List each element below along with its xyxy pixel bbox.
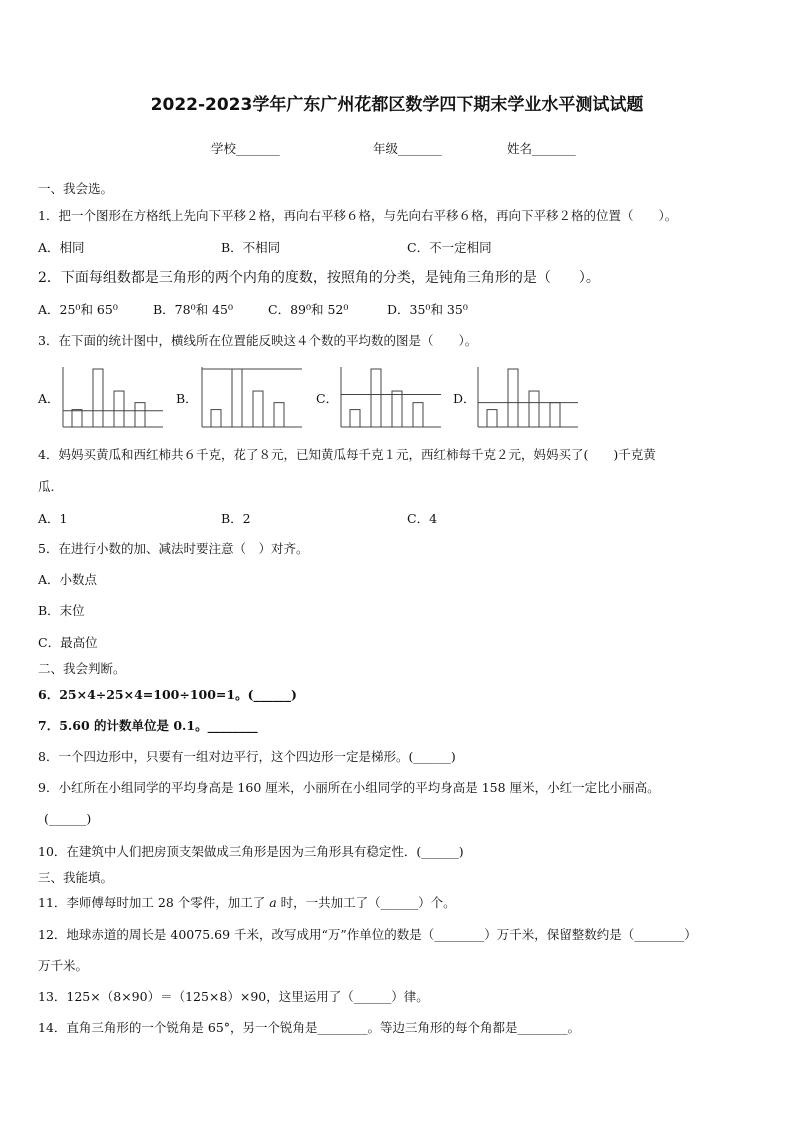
q1-option-b: B．不相同 xyxy=(221,240,281,255)
question-5: 5．在进行小数的加、减法时要注意（ ）对齐。 xyxy=(38,541,309,556)
q3-chart-d xyxy=(477,365,579,429)
q3-option-a-label: A． xyxy=(38,391,60,406)
chart-bar xyxy=(413,403,423,427)
question-9-blank: (______) xyxy=(44,811,92,826)
question-6: 6．25×4÷25×4=100÷100=1。(______) xyxy=(38,687,297,702)
question-10: 10．在建筑中人们把房顶支架做成三角形是因为三角形具有稳定性．(______) xyxy=(38,844,464,859)
chart-bar xyxy=(529,391,539,427)
q3-chart-a xyxy=(62,365,164,429)
school-field: 学校_______ xyxy=(211,141,280,156)
question-11: 11．李师傅每时加工 28 个零件，加工了 𝑎 时，一共加工了（______）个。 xyxy=(38,895,456,910)
question-12: 12．地球赤道的周长是 40075.69 千米，改写成用“万”作单位的数是（________）万千米，保留整数约是（________） xyxy=(38,927,697,942)
q5-option-a: A．小数点 xyxy=(38,572,98,587)
chart-bar xyxy=(371,369,381,427)
grade-field: 年级_______ xyxy=(373,141,442,156)
section-3-heading: 三、我能填。 xyxy=(38,870,114,885)
question-8: 8．一个四边形中，只要有一组对边平行，这个四边形一定是梯形。(______) xyxy=(38,749,456,764)
chart-bar xyxy=(487,410,497,427)
chart-bar xyxy=(274,403,284,427)
question-1: 1．把一个图形在方格纸上先向下平移２格，再向右平移６格，与先向右平移６格，再向下平移２格的位置（ ）。 xyxy=(38,208,678,223)
question-3: 3．在下面的统计图中，横线所在位置能反映这４个数的平均数的图是（ ）。 xyxy=(38,333,478,348)
question-9: 9．小红所在小组同学的平均身高是 160 厘米，小丽所在小组同学的平均身高是 158 厘米，小红一定比小丽高。 xyxy=(38,780,660,795)
q3-chart-c xyxy=(340,365,442,429)
chart-bar xyxy=(72,410,82,427)
name-field: 姓名_______ xyxy=(507,141,576,156)
question-4: 4．妈妈买黄瓜和西红柿共６千克，花了８元，已知黄瓜每千克１元，西红柿每千克２元，妈妈买了( )千克黄 xyxy=(38,447,656,462)
q1-option-c: C．不一定相同 xyxy=(407,240,492,255)
chart-bar xyxy=(93,369,103,427)
q5-option-b: B．末位 xyxy=(38,603,85,618)
chart-bar xyxy=(211,410,221,427)
q4-option-c: C．4 xyxy=(407,511,438,526)
chart-bar xyxy=(392,391,402,427)
q5-option-c: C．最高位 xyxy=(38,635,98,650)
q4-option-b: B．2 xyxy=(221,511,251,526)
question-7: 7．5.60 的计数单位是 0.1。________ xyxy=(38,718,258,733)
section-1-heading: 一、我会选。 xyxy=(38,181,114,196)
question-13: 13．125×（8×90）＝（125×8）×90，这里运用了（______）律。 xyxy=(38,989,429,1004)
q1-option-a: A．相同 xyxy=(38,240,85,255)
q2-option-a: A．25⁰和 65⁰ xyxy=(38,302,118,317)
q3-option-d-label: D． xyxy=(453,391,476,406)
chart-bar xyxy=(508,369,518,427)
q3-chart-b xyxy=(201,365,303,429)
question-14: 14．直角三角形的一个锐角是 65°，另一个锐角是________。等边三角形的每个角都是________。 xyxy=(38,1020,581,1035)
page-title: 2022-2023学年广东广州花都区数学四下期末学业水平测试试题 xyxy=(150,95,644,115)
q2-option-c: C．89⁰和 52⁰ xyxy=(268,302,349,317)
chart-bar xyxy=(350,410,360,427)
question-12-cont: 万千米。 xyxy=(38,958,89,973)
q3-option-b-label: B． xyxy=(176,391,198,406)
chart-bar xyxy=(253,391,263,427)
q4-option-a: A．1 xyxy=(38,511,68,526)
q2-option-b: B．78⁰和 45⁰ xyxy=(153,302,233,317)
question-4-cont: 瓜. xyxy=(38,479,55,494)
q2-option-d: D．35⁰和 35⁰ xyxy=(387,302,468,317)
question-2: 2．下面每组数都是三角形的两个内角的度数，按照角的分类，是钝角三角形的是（ ）。 xyxy=(38,270,600,286)
chart-bar xyxy=(232,369,242,427)
chart-bar xyxy=(114,391,124,427)
chart-bar xyxy=(550,403,560,427)
q3-option-c-label: C． xyxy=(316,391,339,406)
chart-bar xyxy=(135,403,145,427)
section-2-heading: 二、我会判断。 xyxy=(38,661,126,676)
